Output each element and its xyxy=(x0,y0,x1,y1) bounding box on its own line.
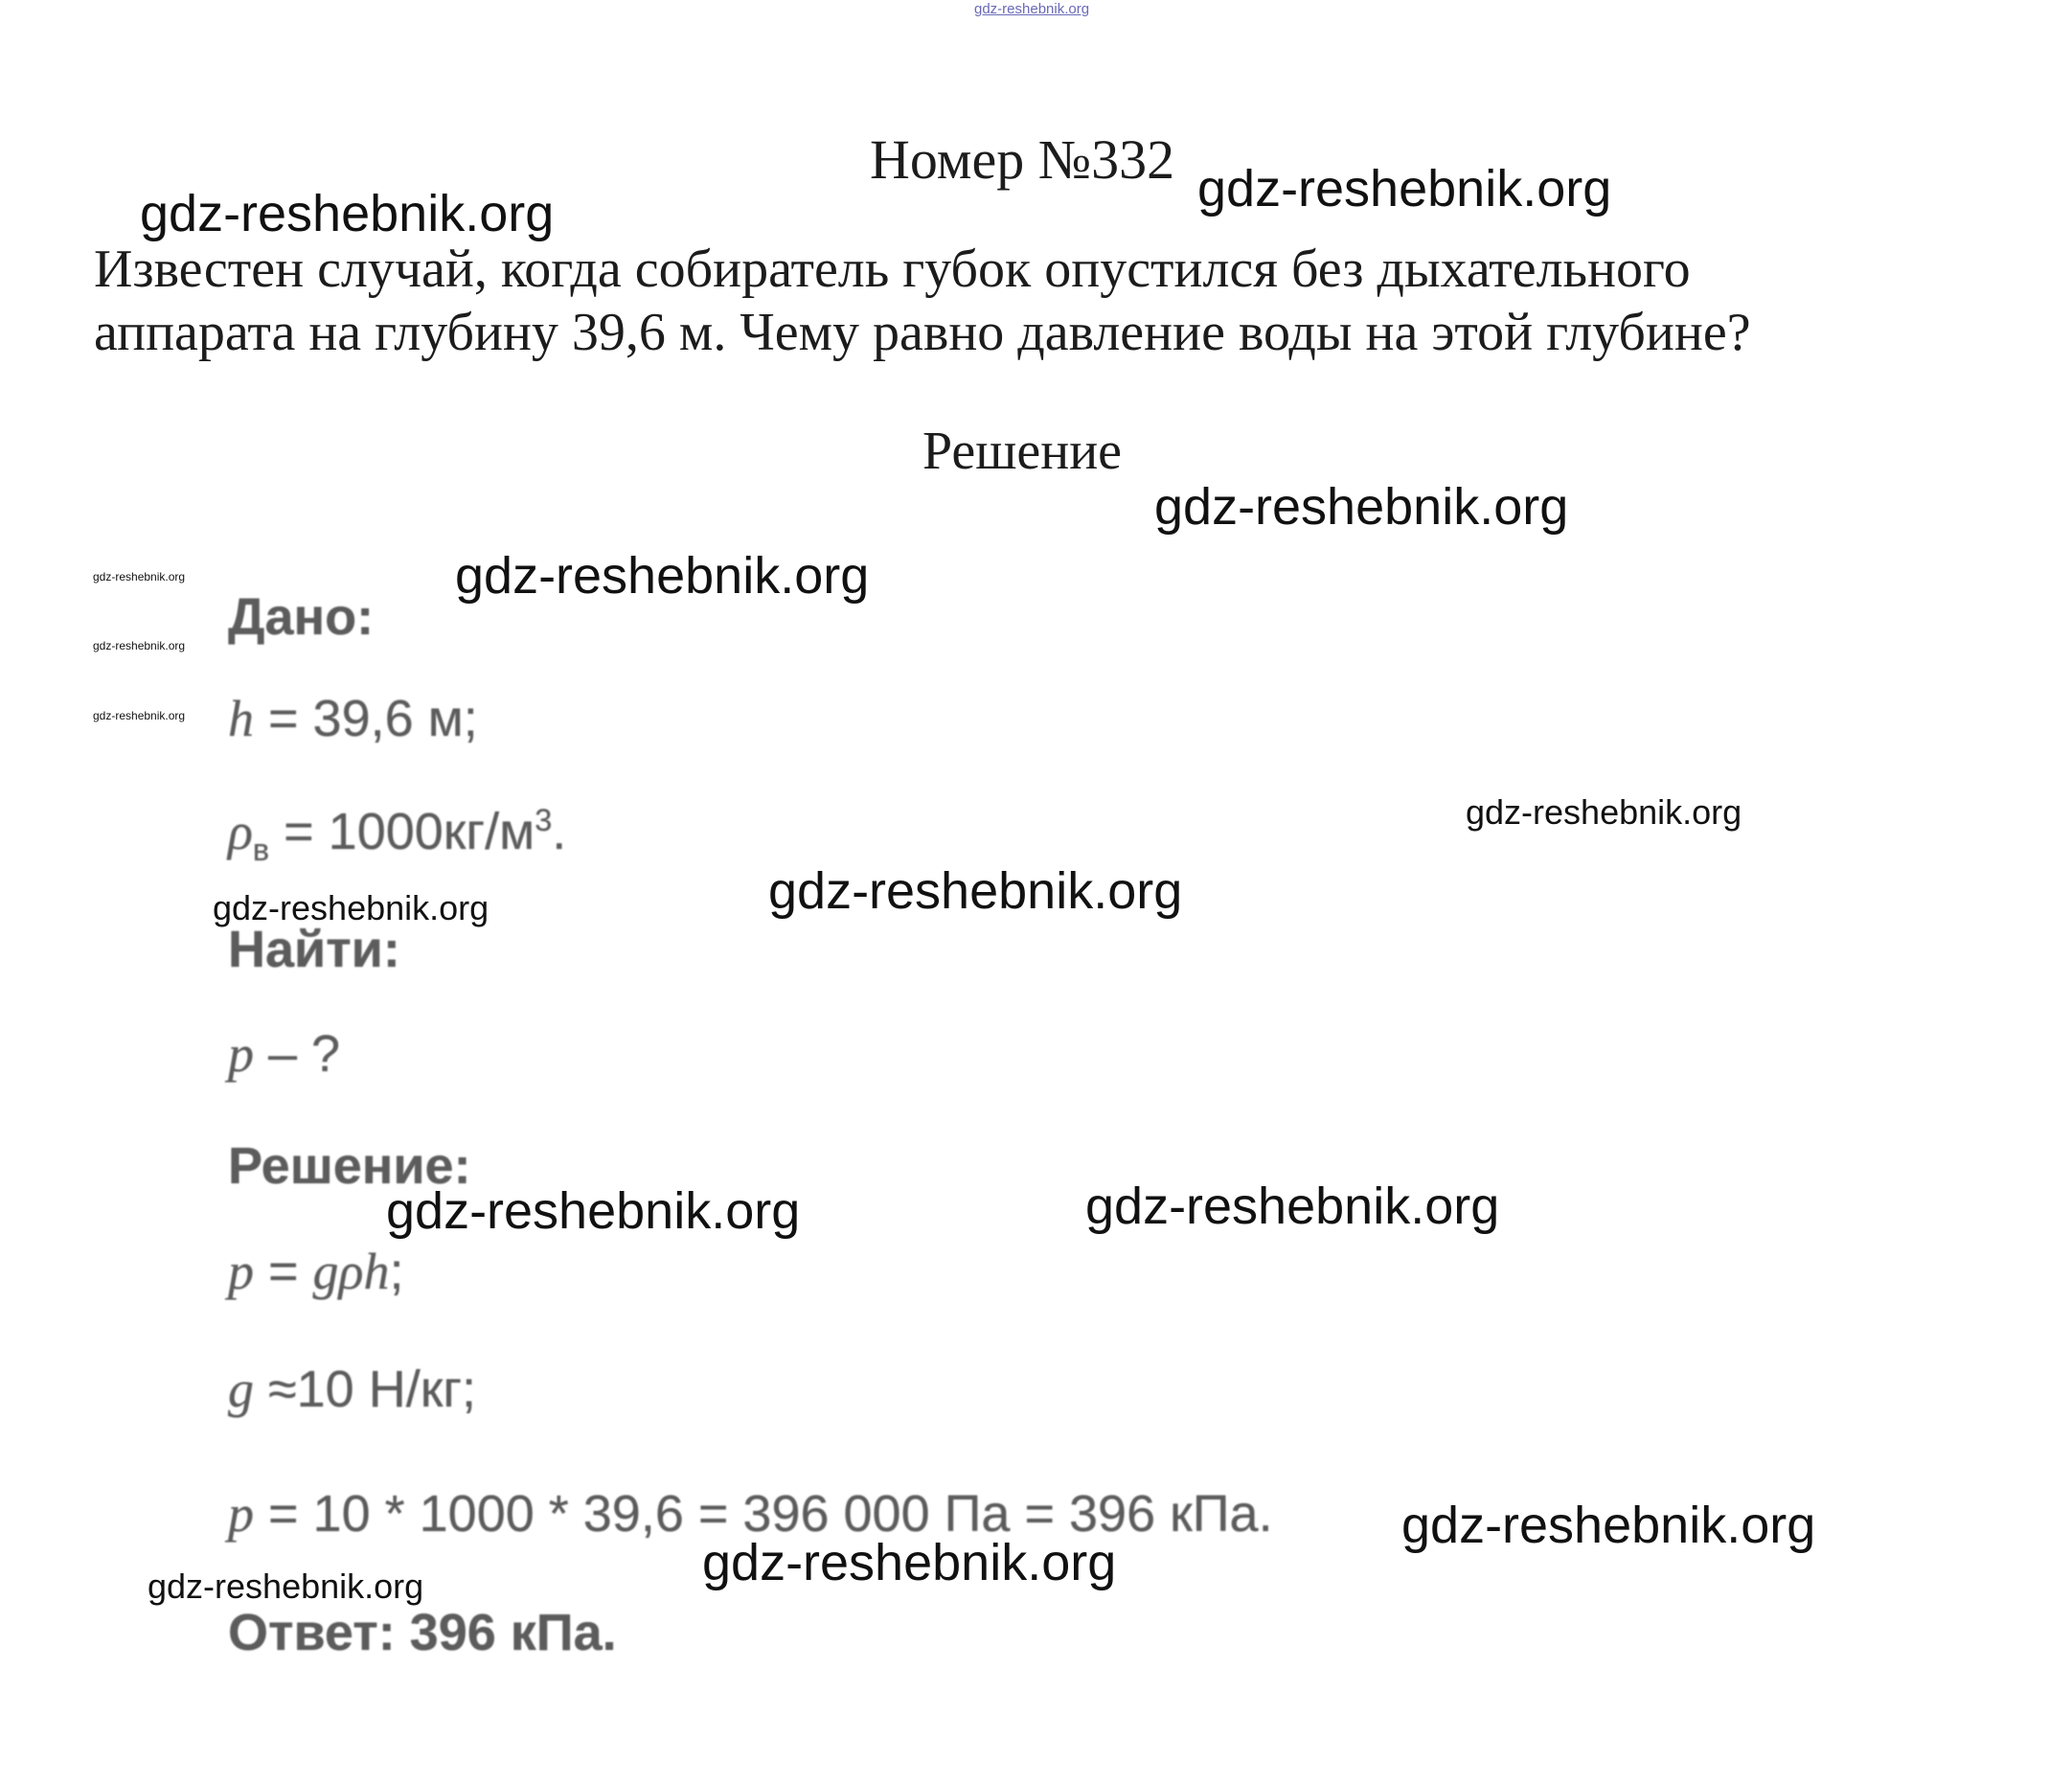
watermark: gdz-reshebnik.org xyxy=(1085,1178,1500,1235)
find-variable: p xyxy=(228,1025,254,1083)
given-density xyxy=(228,805,566,865)
watermark: gdz-reshebnik.org xyxy=(768,862,1183,920)
find-label: Найти: xyxy=(228,921,400,978)
solution-heading: Решение xyxy=(922,422,1123,481)
watermark: gdz-reshebnik.org xyxy=(148,1567,424,1606)
task-title: Номер №332 xyxy=(870,128,1175,191)
site-link-top[interactable]: gdz-reshebnik.org xyxy=(974,1,1090,17)
calc-variable: p xyxy=(228,1485,254,1543)
g-value: ≈10 Н/кг; xyxy=(254,1361,477,1418)
formula-p: p xyxy=(228,1243,254,1300)
given-label: Дано: xyxy=(228,588,375,646)
watermark: gdz-reshebnik.org xyxy=(140,185,555,242)
rho-variable: ρ xyxy=(228,803,253,860)
watermark: gdz-reshebnik.org xyxy=(93,639,186,652)
watermark: gdz-reshebnik.org xyxy=(93,709,186,722)
watermark: gdz-reshebnik.org xyxy=(1197,160,1612,217)
answer: Ответ: 396 кПа. xyxy=(228,1604,617,1661)
find-rest: – ? xyxy=(254,1025,341,1083)
rho-end: . xyxy=(552,803,567,860)
g-variable: g xyxy=(228,1361,254,1418)
problem-statement xyxy=(94,238,1991,364)
problem-line-2: аппарата на глубину 39,6 м. Чему равно давление воды на этой глубине? xyxy=(94,303,1751,362)
formula-end: ; xyxy=(389,1243,404,1300)
h-value: = 39,6 м; xyxy=(254,690,478,747)
given-height xyxy=(228,690,478,747)
solution-label: Решение: xyxy=(228,1137,471,1195)
gravity-value xyxy=(228,1361,477,1418)
watermark: gdz-reshebnik.org xyxy=(702,1534,1117,1591)
problem-line-1: Известен случай, когда собиратель губок опустился без дыхательного xyxy=(94,240,1691,299)
rho-subscript: в xyxy=(252,832,270,867)
calc-value: = 10 * 1000 * 39,6 = 396 000 Па = 396 кПа. xyxy=(254,1485,1273,1543)
rho-value: = 1000кг/м xyxy=(269,803,535,860)
watermark: gdz-reshebnik.org xyxy=(93,570,186,583)
watermark: gdz-reshebnik.org xyxy=(455,547,870,605)
find-unknown xyxy=(228,1025,341,1083)
pressure-formula xyxy=(228,1243,404,1300)
rho-exponent: 3 xyxy=(535,803,553,837)
watermark: gdz-reshebnik.org xyxy=(213,888,490,927)
watermark: gdz-reshebnik.org xyxy=(1154,478,1569,536)
formula-eq: = xyxy=(254,1243,313,1300)
h-variable: h xyxy=(228,690,254,747)
calculation xyxy=(228,1485,1273,1543)
watermark: gdz-reshebnik.org xyxy=(386,1182,801,1240)
watermark: gdz-reshebnik.org xyxy=(1401,1497,1816,1554)
watermark: gdz-reshebnik.org xyxy=(1466,792,1742,832)
formula-rhs: gρh xyxy=(312,1243,390,1300)
